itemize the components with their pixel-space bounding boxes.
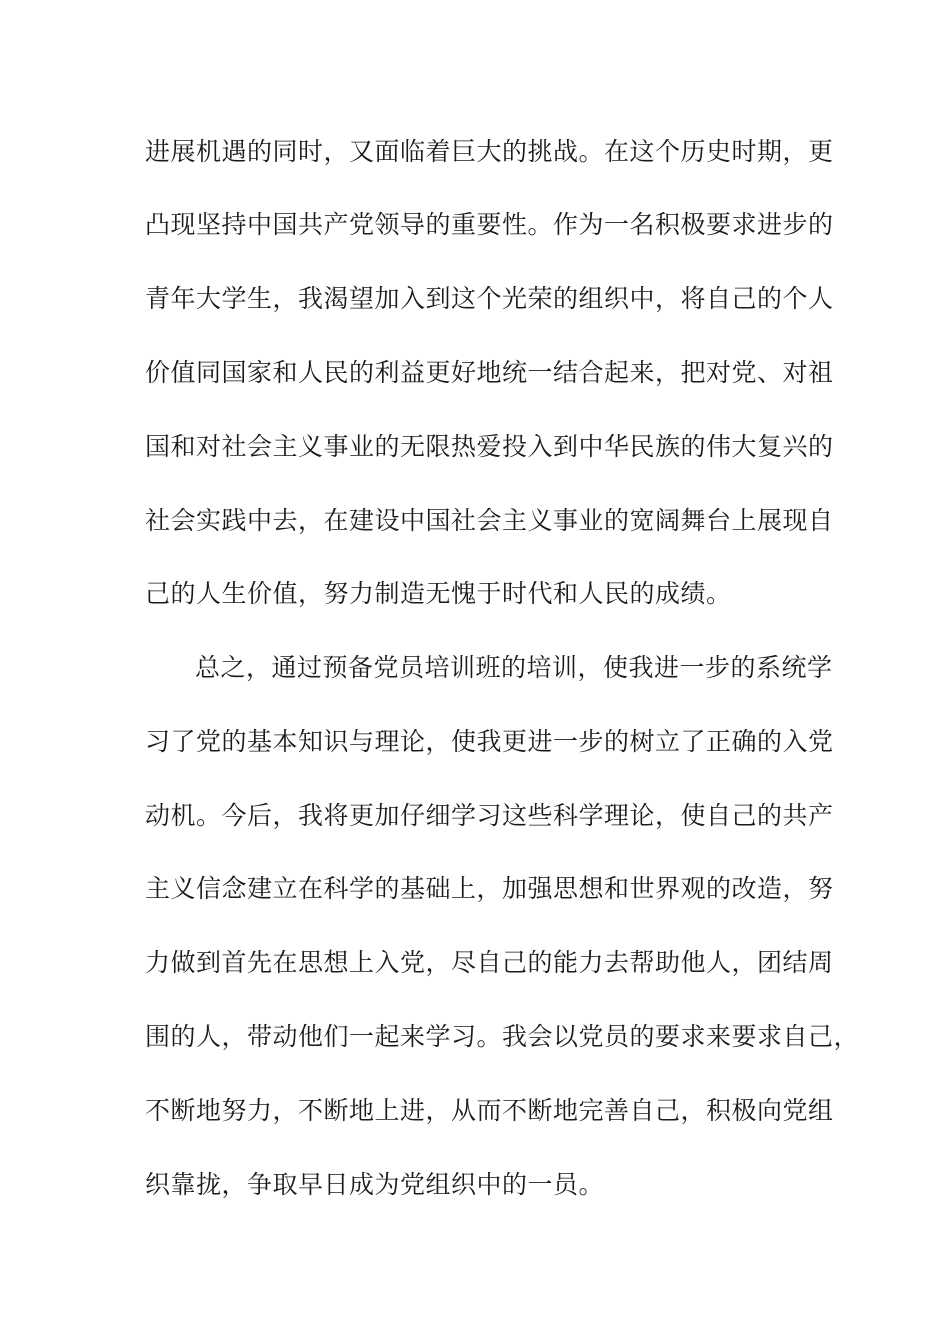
- text-line: 己的人生价值，努力制造无愧于时代和人民的成绩。: [145, 579, 732, 608]
- paragraph-first-line: 总之，通过预备党员培训班的培训，使我进一步的系统学: [195, 653, 833, 682]
- text-line: 织靠拢，争取早日成为党组织中的一员。: [145, 1170, 605, 1199]
- text-line: 青年大学生，我渴望加入到这个光荣的组织中，将自己的个人: [145, 284, 834, 313]
- text-line: 凸现坚持中国共产党领导的重要性。作为一名积极要求进步的: [145, 210, 834, 239]
- text-line: 价值同国家和人民的利益更好地统一结合起来，把对党、对祖: [145, 358, 834, 387]
- text-line: 国和对社会主义事业的无限热爱投入到中华民族的伟大复兴的: [145, 432, 834, 461]
- text-line: 不断地努力，不断地上进，从而不断地完善自己，积极向党组: [145, 1096, 834, 1125]
- text-line: 围的人，带动他们一起来学习。我会以党员的要求来要求自己，: [145, 1022, 860, 1051]
- text-line: 主义信念建立在科学的基础上，加强思想和世界观的改造，努: [145, 874, 834, 903]
- text-line: 社会实践中去，在建设中国社会主义事业的宽阔舞台上展现自: [145, 506, 834, 535]
- text-line: 进展机遇的同时，又面临着巨大的挑战。在这个历史时期，更: [145, 137, 834, 166]
- text-line: 习了党的基本知识与理论，使我更进一步的树立了正确的入党: [145, 727, 834, 756]
- text-line: 力做到首先在思想上入党，尽自己的能力去帮助他人，团结周: [145, 948, 834, 977]
- text-line: 动机。今后，我将更加仔细学习这些科学理论，使自己的共产: [145, 801, 834, 830]
